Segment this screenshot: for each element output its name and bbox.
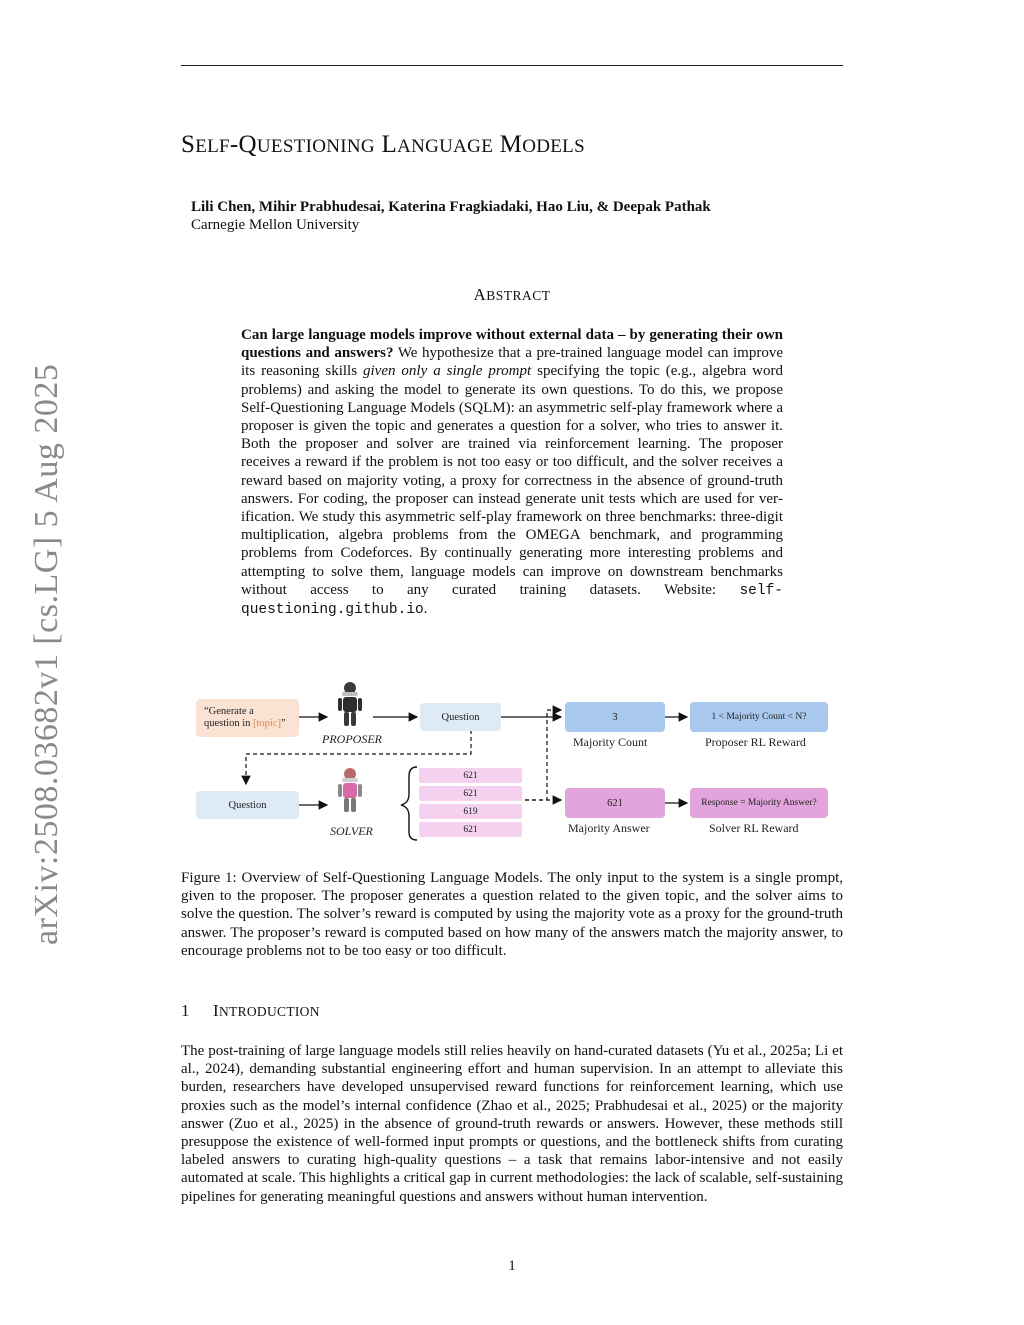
answer-item: 621 (419, 768, 522, 783)
author-list: Lili Chen, Mihir Prabhudesai, Katerina Fragkiadaki, Hao Liu, & Deepak Pathak (191, 199, 711, 215)
page-number: 1 (508, 1258, 516, 1274)
prompt-box: “Generate a question in [topic]” (196, 699, 299, 737)
answer-item: 619 (419, 804, 522, 819)
proposer-label: PROPOSER (322, 732, 382, 746)
figure-1-diagram (181, 672, 843, 847)
figure-caption: Figure 1: Overview of Self-Questioning Language Models. The only input to the system is a single prompt, given to the proposer. The proposer generates a question related to the given topic, and the solver aims to solve the question. The solver’s reward is computed by using the majority vote as a proxy for the ground-truth answer. The proposer’s reward is computed based on how many of the answers match the majority answer, to encourage problems not to be too easy or too difficult. (181, 870, 843, 959)
website-link[interactable]: self-questioning.github.io (241, 582, 783, 619)
question-box-top: Question (420, 703, 501, 731)
top-rule (181, 65, 843, 66)
introduction-paragraph: The post-training of large language models still relies heavily on hand-curated datasets (Yu et al., 2025a; Li et al., 2024), demanding substantial engineering effort and human supervision. In an attempt to alleviate this burden, researchers have developed unsupervised reward functions for reinforcement learning, which use proxies such as the model’s internal confidence (Zhao et al., 2025; Prabhudesai et al., 2025) or the majority answer (Zuo et al., 2025) in the absence of ground-truth rewards or answers. However, these methods still presuppose the existence of well-formed input prompts or questions, and the bottleneck shifts from curating labeled answers to curating high-quality questions – a task that remains labor-intensive and not easily automated at scale. This highlights a critical gap in current methodologies: the lack of scalable, self-sustaining pipelines for generating meaningful questions and answers without human intervention. (181, 1043, 843, 1205)
proposer-reward-box: 1 < Majority Count < N? (690, 702, 828, 732)
answer-item: 621 (419, 822, 522, 837)
answers-brace (401, 767, 417, 840)
majority-count-box: 3 (565, 702, 665, 732)
solver-reward-box: Response = Majority Answer? (690, 788, 828, 818)
section-heading-introduction: 1 INTRODUCTION (181, 1001, 320, 1020)
majority-answer-box: 621 (565, 788, 665, 818)
solver-robot-icon (338, 768, 362, 812)
solver-reward-label: Solver RL Reward (709, 821, 799, 835)
affiliation: Carnegie Mellon University (191, 217, 360, 233)
abstract-emphasis: given only a single prompt (363, 363, 532, 380)
topic-placeholder: [topic] (253, 718, 281, 729)
abstract-heading: ABSTRACT (473, 285, 551, 304)
paper-title: SELF-QUESTIONING LANGUAGE MODELS (181, 131, 585, 158)
majority-answer-label: Majority Answer (568, 821, 650, 835)
solver-label: SOLVER (330, 824, 373, 838)
arxiv-identifier: arXiv:2508.03682v1 [cs.LG] 5 Aug 2025 (28, 363, 65, 945)
answer-item: 621 (419, 786, 522, 801)
question-box-solver: Question (196, 791, 299, 819)
proposer-reward-label: Proposer RL Reward (705, 735, 806, 749)
majority-count-label: Majority Count (573, 735, 648, 749)
proposer-robot-icon (338, 682, 362, 726)
dashed-answers-to-count (525, 710, 561, 800)
abstract-body: Can large language models improve without external data – by generating their own questions and answers? We hypothesize that a pre-trained language model can improve its reasoning skills given only a single prompt specifying the topic (e.g., algebra word problems) and asking the model to generate its own questions. To do this, we propose Self-Questioning Language Models (SQLM): an asymmetric self-play framework where a proposer is given the topic and generates a question for a solver, who tries to answer it. Both the proposer and solver are trained via reinforcement learning. The proposer receives a reward if the problem is not too easy or too difficult, and the solver receives a reward based on majority voting, a proxy for correctness in the absence of ground-truth answers. For coding, the proposer can instead generate unit tests which are used for verification. We study this asymmetric self-play framework on three benchmarks: three-digit multiplication, algebra problems from the OMEGA benchmark, and programming problems from Codeforces. By continually generating more interesting problems and attempting to solve them, language models can improve on downstream benchmarks without access to any curated training datasets. Website: self-questioning.github.io. (241, 327, 784, 619)
abstract-lead: Can large language models improve without external data – by generating their own questions and answers? (241, 327, 783, 362)
